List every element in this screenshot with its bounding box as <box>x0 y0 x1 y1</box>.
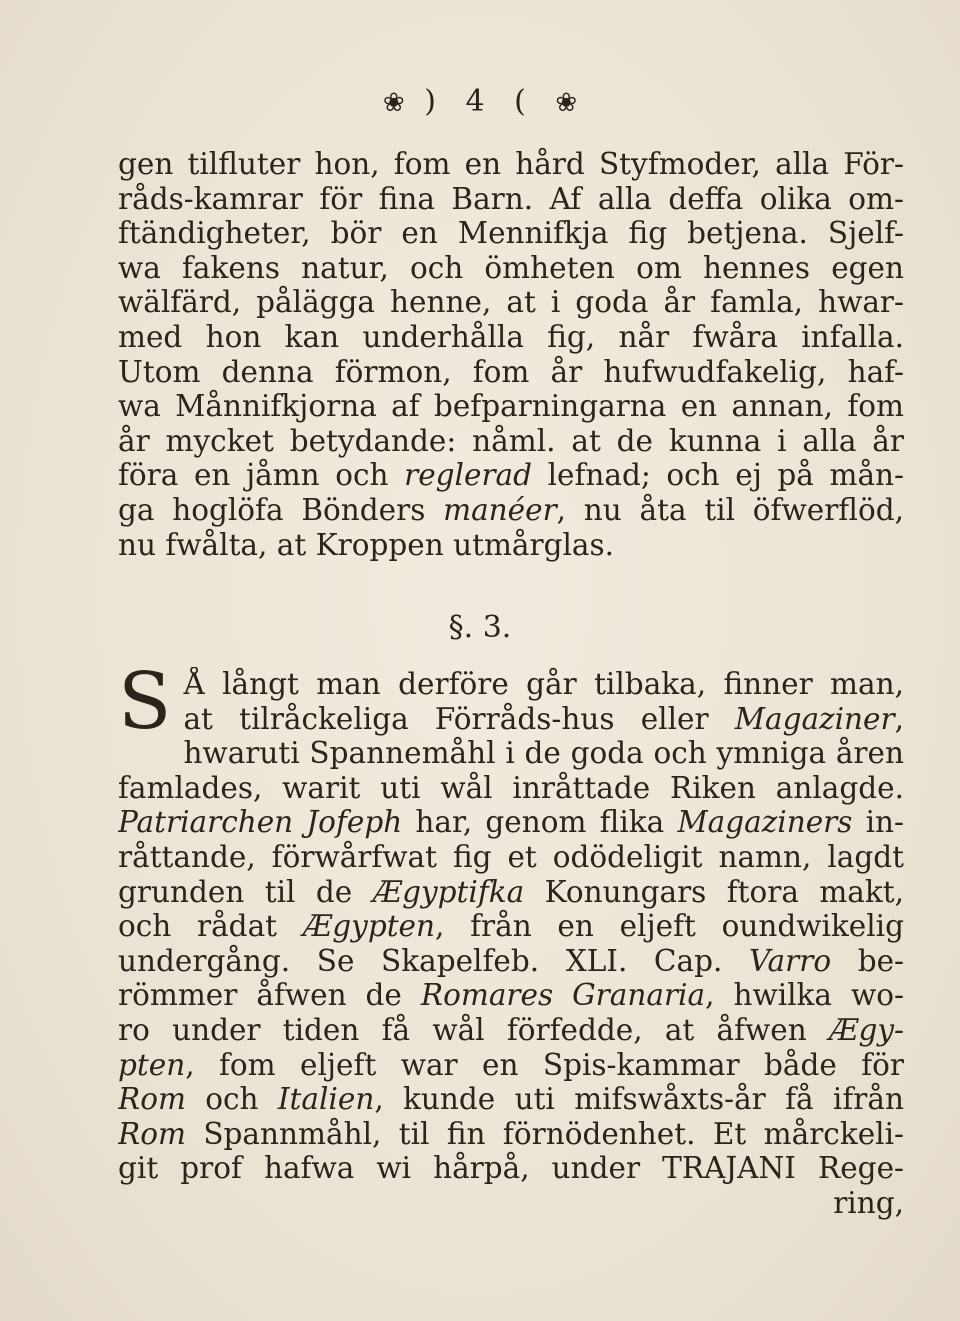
text-line: git prof hafwa wi hårpå, under TRAJANI Rege- <box>118 1151 904 1186</box>
paragraph-2 <box>118 657 904 1221</box>
text-line: pten, fom eljeft war en Spis-kammar både för <box>118 1047 904 1082</box>
text-line: ring, <box>833 1185 904 1220</box>
text-line: med hon kan underhålla fig, når fwåra infalla. <box>118 319 904 354</box>
drop-cap: S <box>118 657 172 747</box>
text-line: wa fakens natur, och ömheten om hennes egen <box>118 250 904 285</box>
text-line: Å långt man derföre går tilbaka, finner man, <box>183 667 904 701</box>
text-line: grunden til de Ægyptifka Konungars ftora makt, <box>118 874 904 909</box>
text-line: at tilråckeliga Förråds-hus eller Magaziner, <box>183 701 904 736</box>
text-line: föra en jåmn och reglerad lefnad; och ej på mån- <box>118 458 904 493</box>
text-line: wa Månnifkjorna af befparningarna en annan, fom <box>118 389 904 424</box>
paragraph-1 <box>118 147 904 562</box>
text-line: undergång. Se Skapelfeb. XLI. Cap. Varro be- <box>118 943 904 978</box>
text-line: wälfärd, pålägga henne, at i goda år famla, hwar- <box>118 285 904 320</box>
text-line: ga hoglöfa Bönders manéer, nu åta til öfwerflöd, <box>118 492 904 527</box>
text-line: nu fwålta, at Kroppen utmårglas. <box>118 527 615 562</box>
text-line: Utom denna förmon, fom år hufwudfakelig, haf- <box>118 354 904 389</box>
text-line: Rom Spannmåhl, til fin förnödenhet. Et mårckeli- <box>118 1116 904 1151</box>
text-line: ftändigheter, bör en Mennifkja fig betjena. Sjelf- <box>118 216 904 251</box>
text-line: Patriarchen Jofeph har, genom flika Magaziners in- <box>118 805 904 840</box>
text-line: Rom och Italien, kunde uti mifswåxts-år få ifrån <box>118 1082 904 1117</box>
text-line: gen tilfluter hon, fom en hård Styfmoder, alla För- <box>118 147 904 181</box>
section-heading: §. 3. <box>448 610 512 645</box>
text-line: famlades, warit uti wål inråttade Riken anlagde. <box>118 770 904 805</box>
text-line: ro under tiden få wål förfedde, at åfwen Ægy- <box>118 1012 904 1047</box>
left-ornament-icon: ❀ <box>382 88 405 118</box>
text-line: råttande, förwårfwat fig et odödeligit namn, lagdt <box>118 839 904 874</box>
text-line: hwaruti Spannemåhl i de goda och ymniga åren <box>183 736 904 771</box>
text-line: römmer åfwen de Romares Granaria, hwilka wo- <box>118 978 904 1013</box>
text-line: råds-kamrar för fina Barn. Af alla deffa olika om- <box>118 181 904 216</box>
right-ornament-icon: ❀ <box>555 88 578 118</box>
page-number: ) 4 ( <box>424 84 536 119</box>
page-header <box>0 82 960 123</box>
text-line: år mycket betydande: nåml. at de kunna i alla år <box>118 423 904 458</box>
text-line: och rådat Ægypten, från en eljeft oundwikelig <box>118 909 904 944</box>
